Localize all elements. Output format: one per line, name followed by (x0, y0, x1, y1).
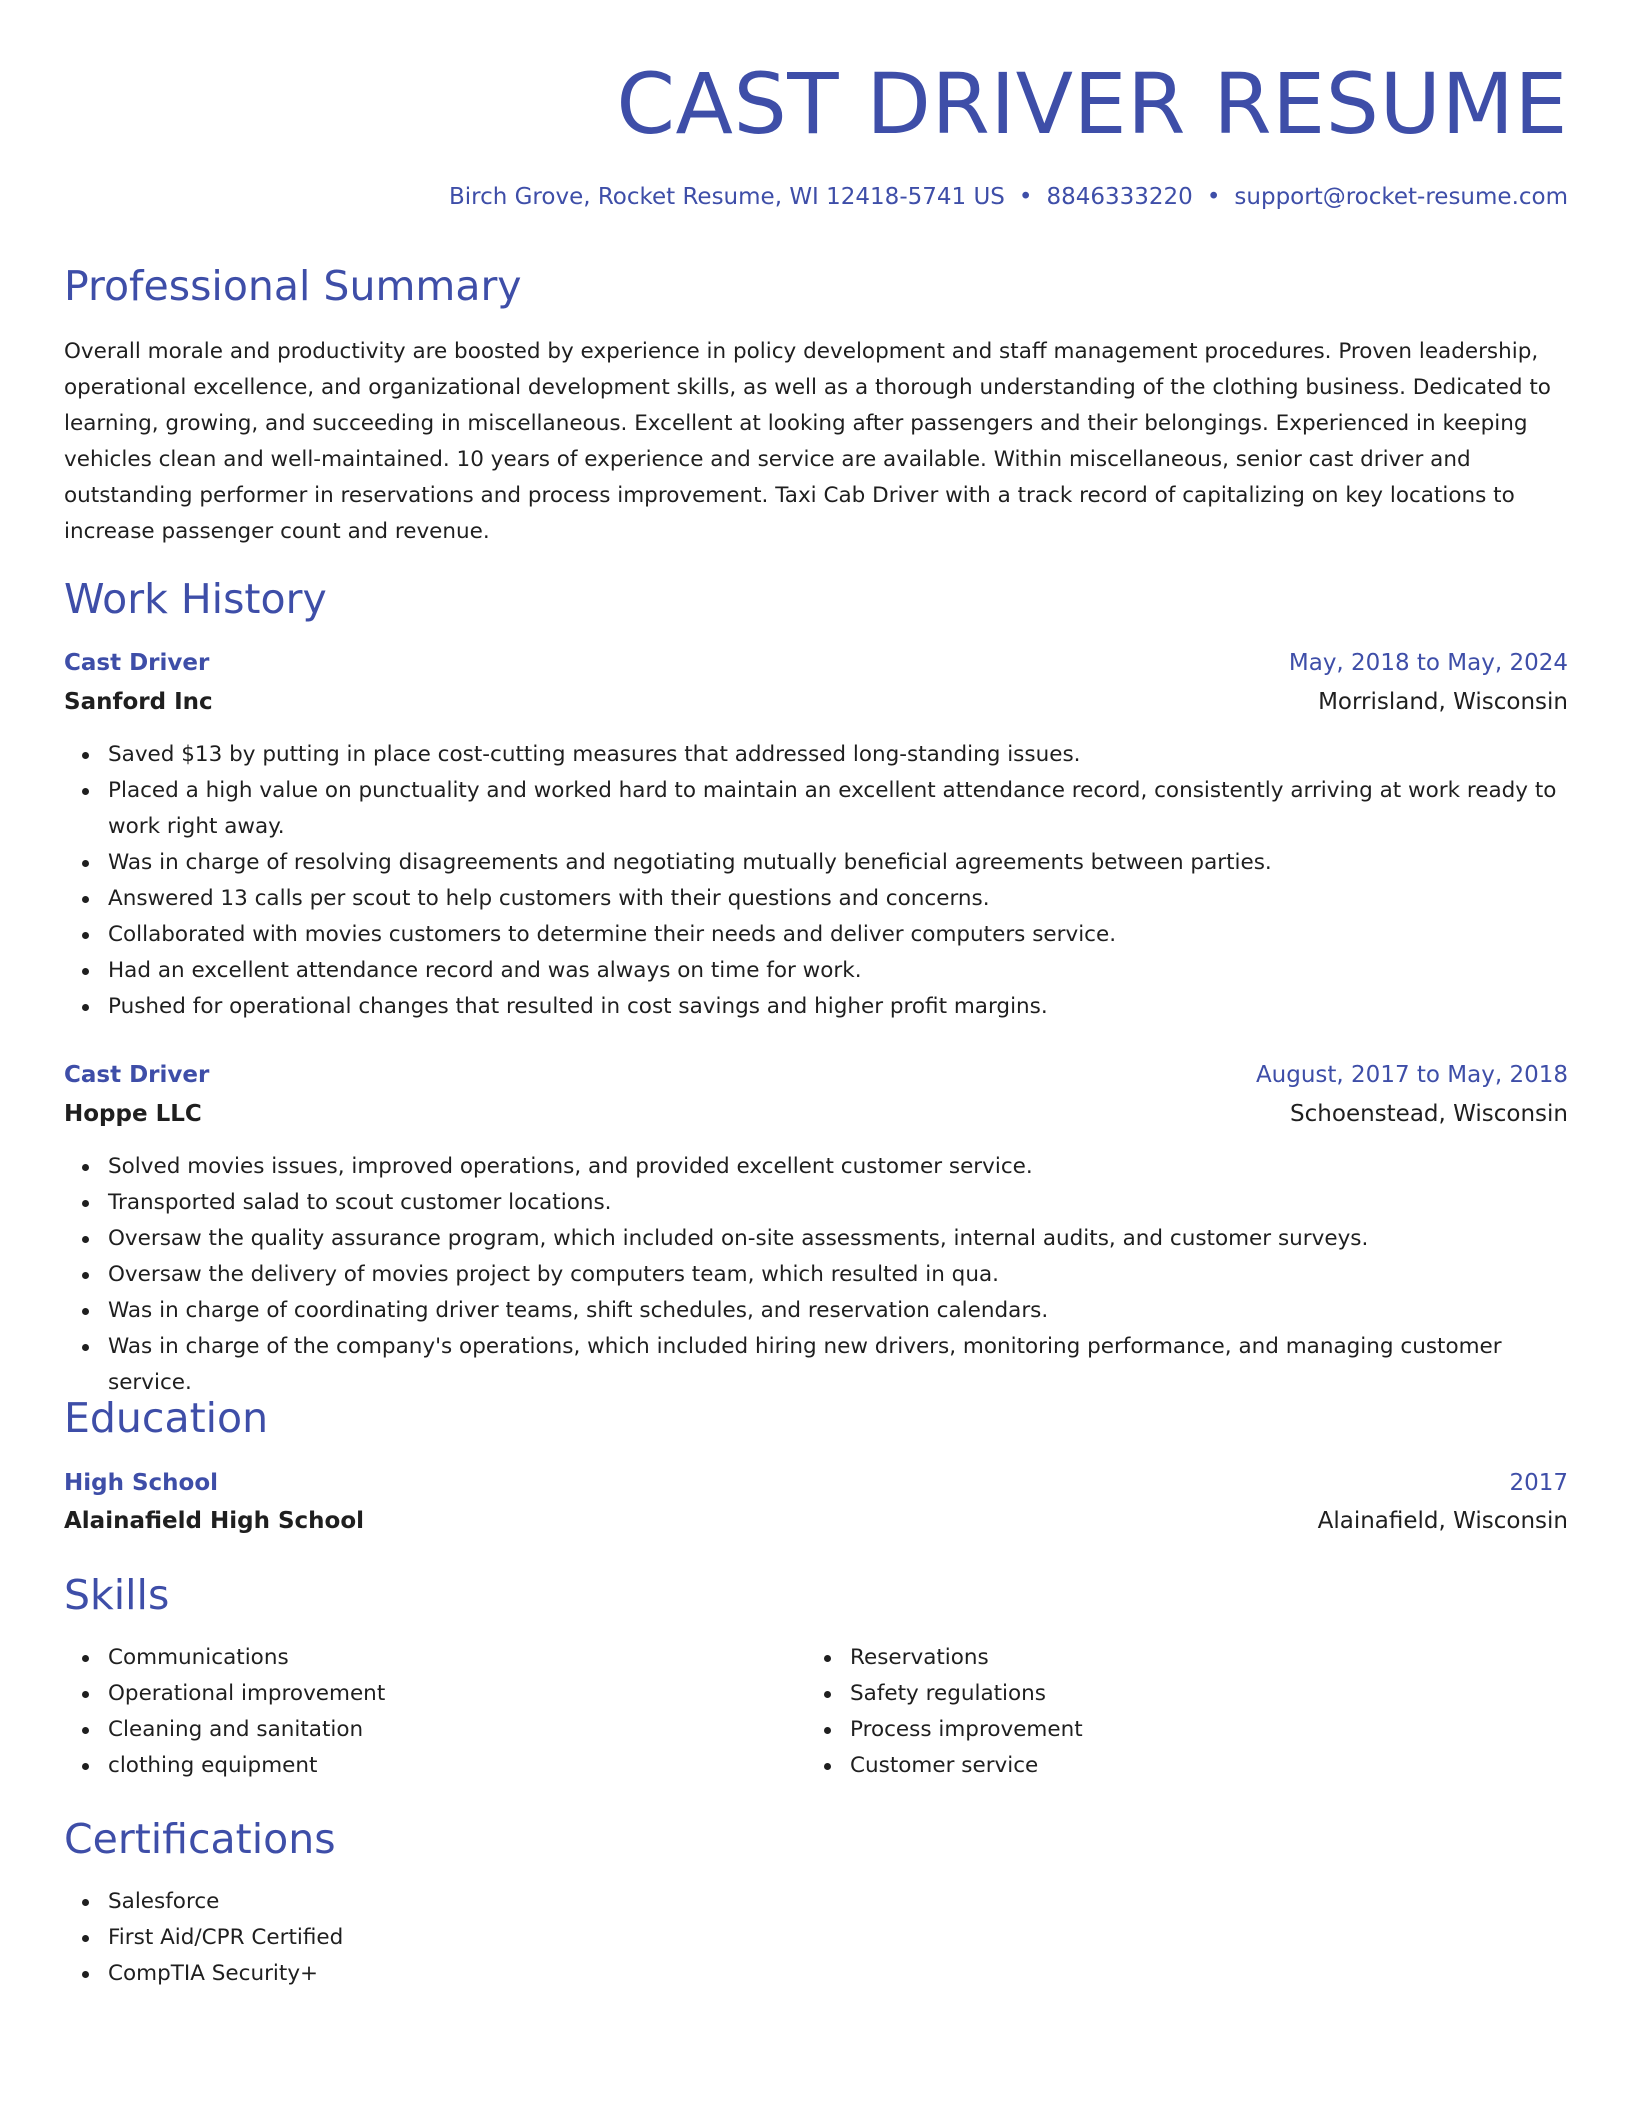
certification-item: Salesforce (108, 1884, 1568, 1920)
separator-dot: • (1018, 184, 1033, 210)
school-name: Alainafield High School (64, 1508, 365, 1534)
school-location: Alainafield, Wisconsin (1317, 1508, 1568, 1534)
graduation-year: 2017 (1509, 1470, 1568, 1496)
certification-item: CompTIA Security+ (108, 1956, 1568, 1992)
education-school-row (64, 1504, 1568, 1538)
job-title-row (64, 1058, 1568, 1092)
certifications-heading: Certifications (64, 1815, 336, 1863)
job-duties-list (64, 1149, 1568, 1401)
job-location: Schoenstead, Wisconsin (1290, 1101, 1568, 1127)
company-name: Sanford Inc (64, 689, 213, 715)
job-dates: May, 2018 to May, 2024 (1288, 650, 1568, 676)
list-item: Collaborated with movies customers to determine their needs and deliver computers service. (108, 917, 1568, 953)
list-item: Had an excellent attendance record and was always on time for work. (108, 953, 1568, 989)
education-degree-row (64, 1466, 1568, 1500)
skill-item: Operational improvement (108, 1676, 788, 1712)
skill-item: clothing equipment (108, 1748, 788, 1784)
skills-heading: Skills (64, 1571, 170, 1619)
job-dates: August, 2017 to May, 2018 (1255, 1062, 1568, 1088)
separator-dot: • (1206, 184, 1221, 210)
job-company-row (64, 1097, 1568, 1131)
skill-item: Cleaning and sanitation (108, 1712, 788, 1748)
address: Birch Grove, Rocket Resume, WI 12418-5741 US (448, 184, 1005, 210)
job-title: Cast Driver (64, 650, 210, 676)
list-item: Placed a high value on punctuality and worked hard to maintain an excellent attendance record, consistently arriving at work ready to work right away. (108, 773, 1568, 845)
company-name: Hoppe LLC (64, 1101, 202, 1127)
job-title: Cast Driver (64, 1062, 210, 1088)
list-item: Was in charge of coordinating driver teams, shift schedules, and reservation calendars. (108, 1293, 1568, 1329)
list-item: Pushed for operational changes that resulted in cost savings and higher profit margins. (108, 989, 1568, 1025)
skill-item: Process improvement (850, 1712, 1530, 1748)
skill-item: Safety regulations (850, 1676, 1530, 1712)
phone: 8846333220 (1046, 184, 1193, 210)
skill-item: Communications (108, 1640, 788, 1676)
list-item: Answered 13 calls per scout to help customers with their questions and concerns. (108, 881, 1568, 917)
skills-list-left (64, 1640, 788, 1784)
job-company-row (64, 685, 1568, 719)
skill-item: Customer service (850, 1748, 1530, 1784)
contact-line (449, 181, 1568, 213)
list-item: Oversaw the delivery of movies project by computers team, which resulted in qua. (108, 1257, 1568, 1293)
list-item: Was in charge of resolving disagreements and negotiating mutually beneficial agreements between parties. (108, 845, 1568, 881)
job-title-row (64, 646, 1568, 680)
summary-text: Overall morale and productivity are boosted by experience in policy development and staff management procedures. Proven leadership, operational excellence, and organizational development skills, as well as a thorough understanding of the clothing business. Dedicated to learning, growing, and succeeding in miscellaneous. Excellent at looking after passengers and their belongings. Experienced in keeping vehicles clean and well-maintained. 10 years of experience and service are available. Within miscellaneous, senior cast driver and outstanding performer in reservations and process improvement. Taxi Cab Driver with a track record of capitalizing on key locations to increase passenger count and revenue. (64, 339, 1551, 544)
degree: High School (64, 1470, 219, 1496)
summary-heading: Professional Summary (64, 262, 522, 310)
work-history-heading: Work History (64, 575, 327, 623)
list-item: Solved movies issues, improved operations, and provided excellent customer service. (108, 1149, 1568, 1185)
list-item: Oversaw the quality assurance program, which included on-site assessments, internal audits, and customer surveys. (108, 1221, 1568, 1257)
email-link[interactable]: support@rocket-resume.com (1234, 184, 1568, 210)
list-item: Saved $13 by putting in place cost-cutting measures that addressed long-standing issues. (108, 737, 1568, 773)
list-item: Transported salad to scout customer locations. (108, 1185, 1568, 1221)
job-location: Morrisland, Wisconsin (1318, 689, 1568, 715)
education-heading: Education (64, 1394, 269, 1442)
job-duties-list (64, 737, 1568, 1025)
skills-list-right (806, 1640, 1530, 1784)
resume-title: CAST DRIVER RESUME (616, 55, 1568, 153)
certification-item: First Aid/CPR Certified (108, 1920, 1568, 1956)
certifications-list (64, 1884, 1568, 1992)
skill-item: Reservations (850, 1640, 1530, 1676)
list-item: Was in charge of the company's operations, which included hiring new drivers, monitoring performance, and managing customer service. (108, 1329, 1568, 1401)
